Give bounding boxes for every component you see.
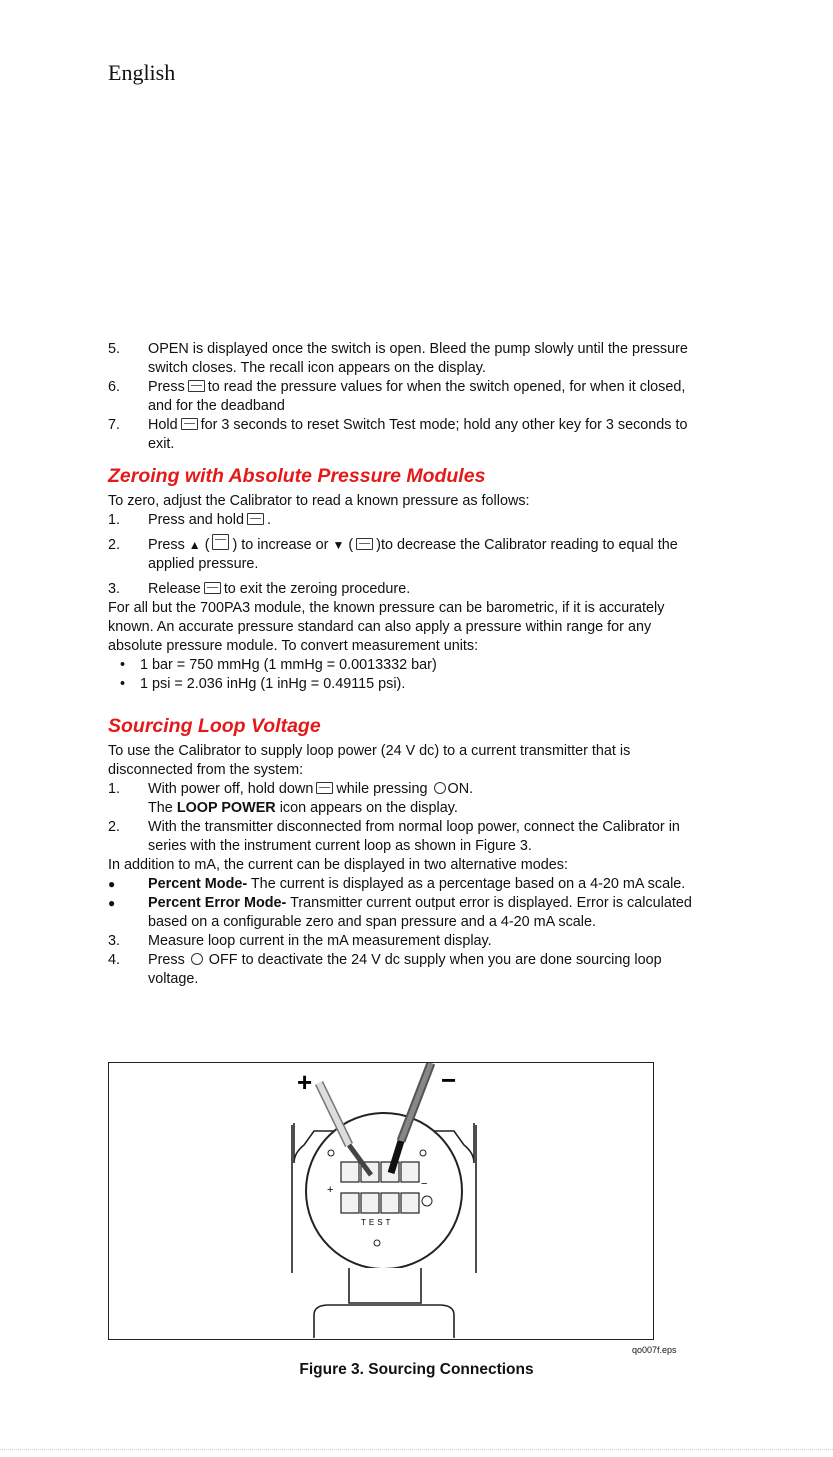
zeroing-step-2 (108, 536, 693, 574)
figure-caption: Figure 3. Sourcing Connections (299, 1361, 534, 1378)
step-text-b: for 3 seconds to reset Switch Test mode; hold any other key for 3 seconds to exit. (148, 417, 688, 452)
step-number: 7. (108, 417, 121, 433)
step-text-a: Release (148, 581, 201, 597)
ma-mode-key-icon (212, 534, 229, 550)
conversion-bullet (108, 656, 693, 675)
terminal-minus-label: − (421, 1178, 428, 1190)
transmitter-diagram (109, 1063, 652, 1338)
step-number: 2. (108, 819, 121, 835)
mode-name: Percent Error Mode- (148, 895, 287, 911)
zero-key-icon (204, 582, 221, 594)
bullet-icon: • (120, 676, 126, 692)
step-text: OPEN is displayed once the switch is open. Bleed the pump slowly until the pressure switch closes. The recall icon appears on the display. (148, 341, 688, 376)
step-text (148, 536, 693, 574)
sourcing-step-4 (108, 951, 693, 989)
modes-intro: In addition to mA, the current can be displayed in two alternative modes: (108, 857, 568, 873)
power-key-icon (434, 782, 446, 794)
step-text (148, 511, 693, 530)
units-key-icon (316, 782, 333, 794)
step-text-e: )to decrease the Calibrator reading to equal the applied pressure. (148, 537, 678, 572)
sourcing-step-1 (108, 780, 693, 799)
step-6 (108, 378, 693, 416)
mode-description: The current is displayed as a percentage based on a 4-20 mA scale. (247, 876, 686, 892)
step-5 (108, 340, 693, 378)
hold-key-icon (356, 538, 373, 550)
language-label: English (108, 60, 176, 85)
bullet-text: 1 psi = 2.036 inHg (1 inHg = 0.49115 psi). (140, 676, 406, 692)
transmitter-stem (349, 1268, 421, 1303)
mode-description: Transmitter current output error is displayed. Error is calculated based on a configurable zero and span pressure and a 4-20 mA scale. (148, 895, 692, 930)
transmitter-base (314, 1305, 454, 1338)
step-number: 4. (108, 952, 121, 968)
step-text-a: Press (148, 537, 185, 553)
step-text-b: while pressing (336, 781, 428, 797)
step-text-a: With power off, hold down (148, 781, 314, 797)
zeroing-paragraph: For all but the 700PA3 module, the known pressure can be barometric, if it is accurately known. An accurate pressure standard can also apply a pressure within range for any absolute pressure module. To convert measurement units: (108, 600, 665, 654)
figure-filename: qo007f.eps (632, 1345, 677, 1355)
step-number: 3. (108, 933, 121, 949)
sourcing-intro: To use the Calibrator to supply loop power (24 V dc) to a current transmitter that is disconnected from the system: (108, 743, 631, 778)
sourcing-step-1-note (108, 799, 693, 818)
step-text: Measure loop current in the mA measurement display. (148, 933, 492, 949)
step-number: 1. (108, 512, 121, 528)
step-text-b: ( (204, 537, 210, 553)
step-text (148, 580, 693, 599)
zeroing-step-1 (108, 511, 693, 530)
step-text (148, 378, 693, 416)
manual-content (108, 340, 693, 989)
step-number: 1. (108, 781, 121, 797)
section-title-sourcing: Sourcing Loop Voltage (108, 715, 321, 737)
step-text (148, 780, 693, 799)
recall-test-key-icon (188, 380, 205, 392)
step-text-c: ) to increase or (232, 537, 329, 553)
sourcing-step-3 (108, 932, 693, 951)
mode-text (148, 875, 693, 894)
step-number: 6. (108, 379, 121, 395)
bullet-icon: • (120, 657, 126, 673)
step-text-b: to exit the zeroing procedure. (223, 581, 411, 597)
test-label: TEST (361, 1218, 394, 1227)
sourcing-step-2 (108, 818, 693, 856)
mode-bullet (108, 894, 693, 932)
mode-name: Percent Mode- (148, 876, 248, 892)
conversion-bullet (108, 675, 693, 694)
figure-sourcing-connections (108, 1062, 654, 1340)
note-text-b: icon appears on the display. (279, 800, 458, 816)
power-key-icon (191, 953, 203, 965)
step-text: With the transmitter disconnected from normal loop power, connect the Calibrator in series with the instrument current loop as shown in Figure 3. (148, 819, 680, 854)
positive-lead-label: + (297, 1067, 313, 1097)
loop-power-label: LOOP POWER (176, 800, 276, 816)
step-text-a: Hold (148, 417, 178, 433)
recall-test-key-icon (181, 418, 198, 430)
down-arrow-icon: ▼ (332, 538, 345, 552)
step-text-c: ON. (447, 781, 474, 797)
zeroing-intro: To zero, adjust the Calibrator to read a known pressure as follows: (108, 493, 530, 509)
page-bottom-rule (0, 1449, 833, 1450)
terminal-plus-label: + (327, 1184, 334, 1196)
section-title-zeroing: Zeroing with Absolute Pressure Modules (108, 465, 486, 487)
negative-lead-label: − (441, 1065, 457, 1095)
zero-key-icon (247, 513, 264, 525)
step-text-d: ( (348, 537, 354, 553)
step-text-b: to read the pressure values for when the switch opened, for when it closed, and for the deadband (148, 379, 686, 414)
bullet-text: 1 bar = 750 mmHg (1 mmHg = 0.0013332 bar) (140, 657, 437, 673)
step-text-end: . (267, 512, 271, 528)
up-arrow-icon: ▲ (188, 538, 201, 552)
note-text-a: The (148, 800, 173, 816)
step-text (148, 951, 693, 989)
step-text-a: Press (148, 379, 185, 395)
step-text-b: OFF to deactivate the 24 V dc supply when you are done sourcing loop voltage. (148, 952, 662, 987)
step-7 (108, 416, 693, 454)
step-number: 3. (108, 581, 121, 597)
step-number: 5. (108, 341, 121, 357)
bullet-icon: ● (108, 877, 116, 891)
step-number: 2. (108, 537, 121, 553)
mode-text (148, 894, 693, 932)
step-text-a: Press and hold (148, 512, 244, 528)
step-text-a: Press (148, 952, 185, 968)
bullet-icon: ● (108, 896, 116, 910)
step-text (148, 416, 693, 454)
zeroing-step-3 (108, 580, 693, 599)
mode-bullet (108, 875, 693, 894)
